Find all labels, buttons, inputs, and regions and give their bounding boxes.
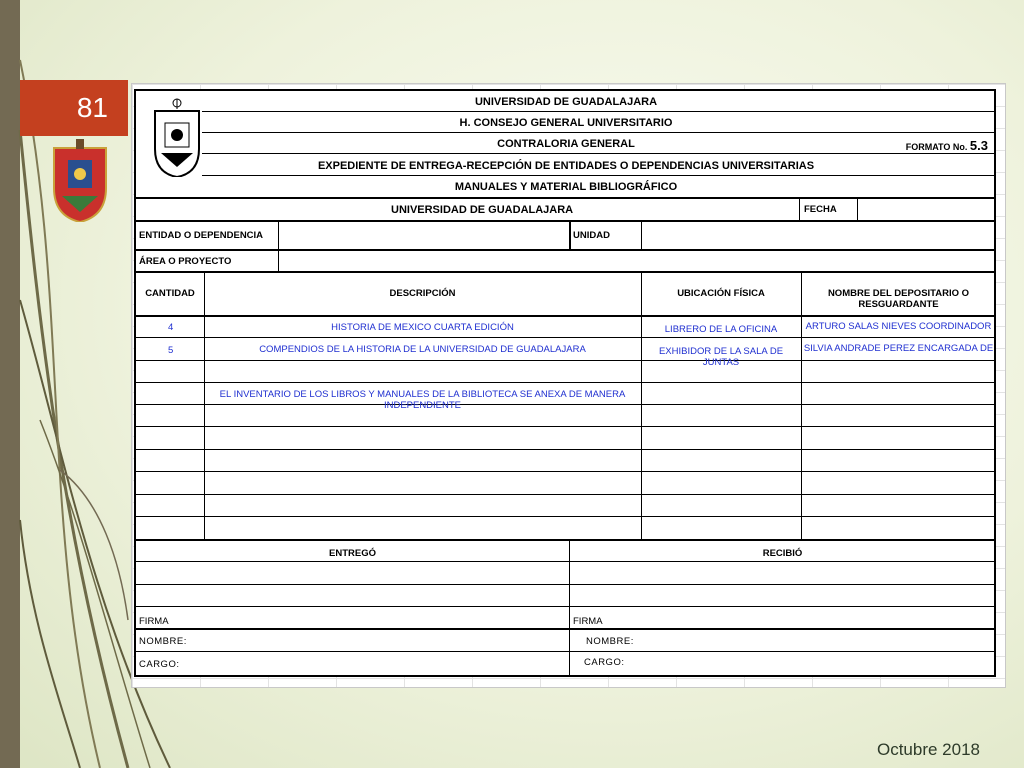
entrega-recepcion-form: [134, 89, 996, 677]
university-crest-icon: [50, 138, 110, 222]
udg-logo-icon: [151, 97, 203, 177]
row-2-ubicacion: EXHIBIDOR DE LA SALA DE JUNTAS: [658, 346, 784, 368]
entidad-label: ENTIDAD O DEPENDENCIA: [139, 230, 264, 241]
row-1-cantidad: 4: [168, 322, 174, 333]
header-line-1: UNIVERSIDAD DE GUADALAJARA: [474, 96, 658, 108]
row-2-cantidad: 5: [168, 345, 174, 356]
entrego-cargo-label: CARGO:: [139, 659, 180, 670]
header-line-5: MANUALES Y MATERIAL BIBLIOGRÁFICO: [454, 181, 678, 193]
recibio-label: RECIBIÓ: [762, 548, 803, 559]
university-name: UNIVERSIDAD DE GUADALAJARA: [391, 204, 574, 216]
formato-value: 5.3: [969, 138, 988, 153]
recibio-firma-label: FIRMA: [573, 616, 603, 627]
entrego-firma-label: FIRMA: [139, 616, 169, 627]
footer-date: Octubre 2018: [876, 740, 980, 759]
unidad-label: UNIDAD: [573, 230, 610, 241]
header-line-2: H. CONSEJO GENERAL UNIVERSITARIO: [459, 117, 673, 129]
column-header-nombre: NOMBRE DEL DEPOSITARIO O RESGUARDANTE: [827, 288, 970, 310]
recibio-cargo-label: CARGO:: [584, 657, 625, 668]
column-header-ubicacion: UBICACIÓN FÍSICA: [677, 288, 765, 299]
row-2-nombre: SILVIA ANDRADE PEREZ ENCARGADA DE: [803, 343, 994, 354]
formato-label: FORMATO No.: [905, 142, 968, 152]
row-2-descripcion: COMPENDIOS DE LA HISTORIA DE LA UNIVERSIDAD DE GUADALAJARA: [259, 344, 586, 355]
formato-number: [906, 138, 988, 153]
entrego-nombre-label: NOMBRE:: [139, 636, 187, 647]
header-line-3: CONTRALORIA GENERAL: [497, 138, 635, 150]
column-header-cantidad: CANTIDAD: [145, 288, 195, 299]
slide-number: 81: [20, 80, 128, 136]
column-header-descripcion: DESCRIPCIÓN: [389, 288, 456, 299]
row-4-descripcion: EL INVENTARIO DE LOS LIBROS Y MANUALES DE LA BIBLIOTECA SE ANEXA DE MANERA INDEPENDIENTE: [219, 389, 626, 411]
spreadsheet-area: [131, 83, 1006, 688]
area-label: ÁREA O PROYECTO: [139, 256, 232, 267]
recibio-nombre-label: NOMBRE:: [586, 636, 634, 647]
fecha-label: FECHA: [804, 204, 837, 215]
row-1-ubicacion: LIBRERO DE LA OFICINA: [664, 324, 778, 335]
entrego-label: ENTREGÓ: [329, 548, 376, 559]
row-1-descripcion: HISTORIA DE MEXICO CUARTA EDICIÓN: [331, 322, 514, 333]
row-1-nombre: ARTURO SALAS NIEVES COORDINADOR: [805, 321, 992, 332]
header-line-4: EXPEDIENTE DE ENTREGA-RECEPCIÓN DE ENTIDADES O DEPENDENCIAS UNIVERSITARIAS: [317, 160, 815, 172]
